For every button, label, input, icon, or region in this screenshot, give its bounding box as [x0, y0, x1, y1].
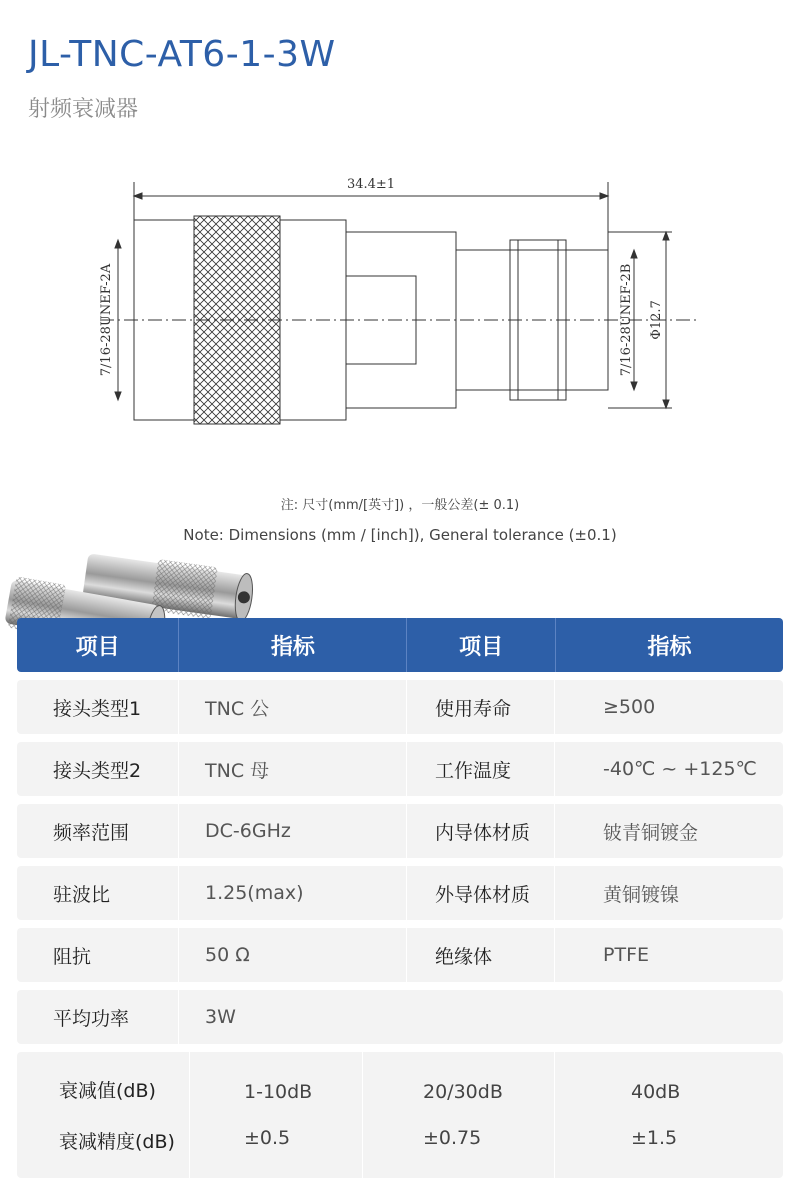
header-item: 项目	[17, 618, 179, 672]
table-row	[17, 742, 783, 796]
attenuation-value: 1-10dB	[244, 1081, 313, 1103]
technical-drawing	[0, 160, 800, 460]
spec-value: 铍青铜镀金	[603, 821, 699, 844]
attenuation-accuracy: ±0.5	[244, 1127, 291, 1149]
spec-label: 接头类型2	[17, 742, 179, 796]
header-spec: 指标	[647, 634, 692, 660]
spec-value: DC-6GHz	[179, 804, 407, 858]
product-title: JL-TNC-AT6-1-3W	[28, 34, 336, 75]
spec-label: 平均功率	[17, 990, 179, 1044]
spec-value: ≥500	[603, 696, 656, 718]
attenuation-column	[363, 1052, 555, 1178]
spec-label: 使用寿命	[407, 680, 555, 734]
table-header	[17, 618, 783, 672]
spec-value: -40℃ ~ +125℃	[603, 758, 757, 780]
header-item: 项目	[407, 618, 555, 672]
attenuation-column	[555, 1052, 783, 1178]
spec-label: 外导体材质	[407, 866, 555, 920]
attenuation-column	[190, 1052, 363, 1178]
table-row	[17, 990, 783, 1044]
attenuation-value-label: 衰减值(dB)	[59, 1080, 156, 1102]
product-subtitle: 射频衰减器	[28, 97, 139, 122]
note-english: Note: Dimensions (mm / [inch]), General tolerance (±0.1)	[183, 526, 617, 544]
spec-label: 频率范围	[17, 804, 179, 858]
right-thread-label: 7/16-28UNEF-2B	[619, 263, 634, 377]
spec-label: 驻波比	[17, 866, 179, 920]
spec-value: TNC 公	[179, 680, 407, 734]
spec-label: 内导体材质	[407, 804, 555, 858]
note-chinese: 注: 尺寸(mm/[英寸]) ，一般公差(± 0.1)	[280, 498, 520, 513]
left-thread-label: 7/16-28UNEF-2A	[99, 263, 114, 377]
attenuation-value: 20/30dB	[423, 1081, 503, 1103]
attenuation-labels	[17, 1052, 190, 1178]
attenuation-value: 40dB	[631, 1081, 681, 1103]
spec-value: 黄铜镀镍	[603, 883, 680, 906]
spec-value: TNC 母	[179, 742, 407, 796]
length-dimension-label: 34.4±1	[346, 177, 396, 192]
spec-value: 1.25(max)	[179, 866, 407, 920]
table-row	[17, 866, 783, 920]
spec-label: 阻抗	[17, 928, 179, 982]
attenuation-accuracy: ±1.5	[631, 1127, 678, 1149]
table-row	[17, 928, 783, 982]
attenuation-accuracy-label: 衰减精度(dB)	[59, 1131, 175, 1153]
spec-value: 3W	[205, 1006, 236, 1028]
spec-value: 50 Ω	[179, 928, 407, 982]
header-spec: 指标	[179, 618, 407, 672]
attenuation-block	[17, 1052, 783, 1178]
spec-label: 接头类型1	[17, 680, 179, 734]
table-row	[17, 680, 783, 734]
spec-value: PTFE	[603, 944, 649, 966]
spec-label: 绝缘体	[407, 928, 555, 982]
table-row	[17, 804, 783, 858]
attenuation-accuracy: ±0.75	[423, 1127, 482, 1149]
diameter-label: Φ12.7	[649, 300, 664, 340]
spec-label: 工作温度	[407, 742, 555, 796]
spec-table	[17, 618, 783, 1178]
